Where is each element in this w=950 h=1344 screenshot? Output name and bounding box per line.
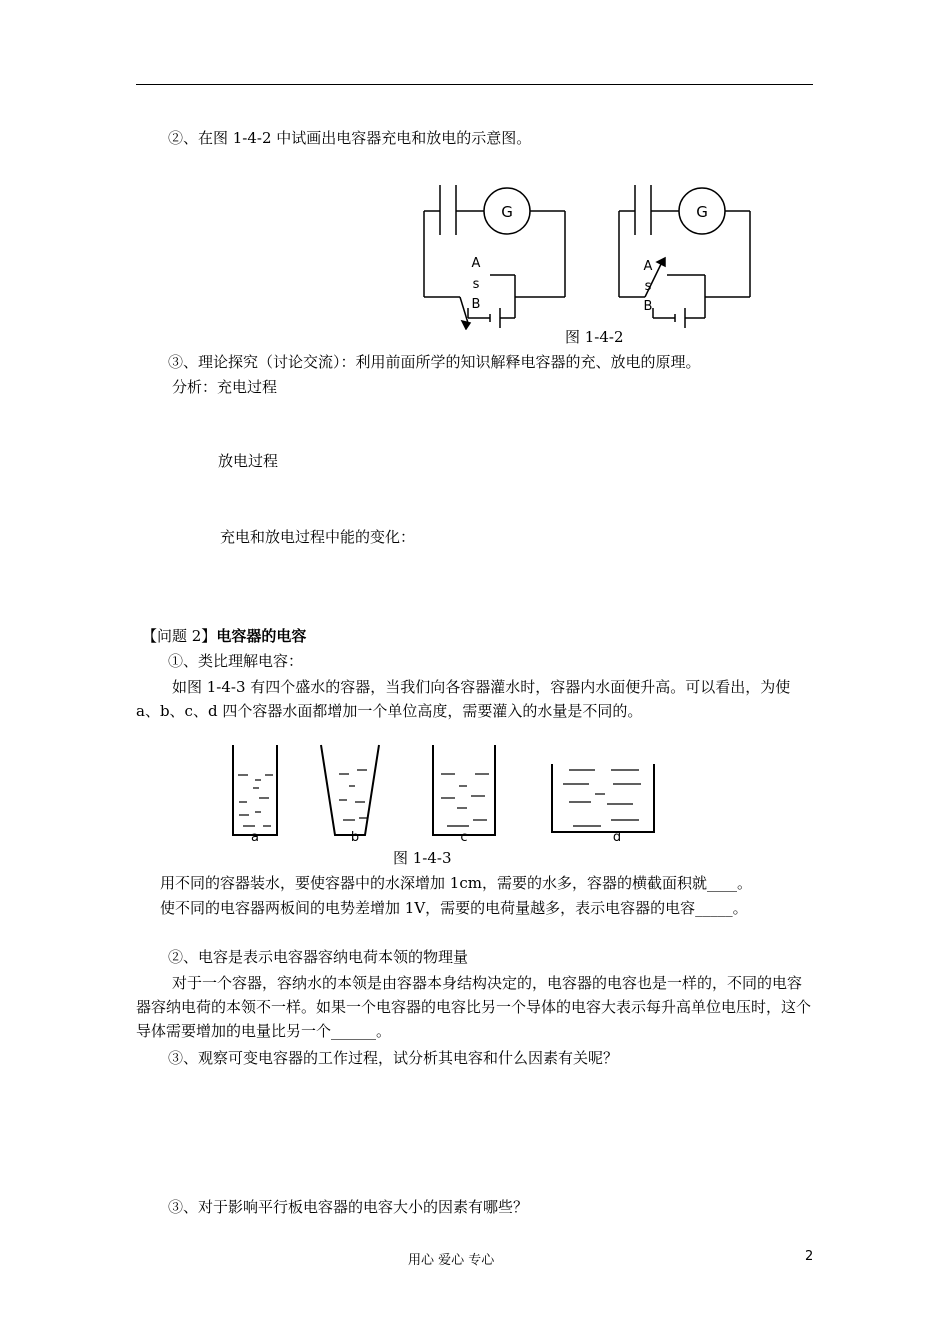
switch-blade-down <box>460 297 468 323</box>
step2-instruction: ②、在图 1-4-2 中试画出电容器充电和放电的示意图。 <box>168 129 532 147</box>
container-label-c: c <box>460 830 468 844</box>
galvanometer-label-left: G <box>501 203 513 221</box>
analogy-heading: ①、类比理解电容： <box>168 652 304 670</box>
container-label-b: b <box>350 830 360 844</box>
page-number: 2 <box>805 1249 814 1264</box>
analogy-text: 如图 1-4-3 有四个盛水的容器，当我们向各容器灌水时，容器内水面便升高。可以看出，为使 a、b、c、d 四个容器水面都增加一个单位高度，需要灌入的水量是不同的。 <box>136 678 791 720</box>
container-c <box>433 745 495 835</box>
figure-1-4-2-caption: 图 1-4-2 <box>565 328 624 346</box>
header-rule <box>136 84 813 85</box>
problem2-bracket: 【问题 2】 <box>142 627 217 645</box>
analysis-charge: 分析：充电过程 <box>172 378 278 396</box>
terminal-b-left: B <box>471 297 481 312</box>
terminal-a-left: A <box>471 256 481 271</box>
problem2-title: 电容器的电容 <box>216 627 307 645</box>
container-label-a: a <box>251 830 259 844</box>
problem2-heading <box>142 625 306 647</box>
switch-s-left: s <box>472 277 480 292</box>
capacitance-text: 对于一个容器，容纳水的本领是由容器本身结构决定的，电容器的电容也是一样的，不同的电容器容纳电荷的本领不一样。如果一个电容器的电容比另一个导体的电容大表示每升高单位电压时，这个导体需要增加的电量比另一个______。 <box>136 974 812 1040</box>
parallel-plate-question: ③、对于影响平行板电容器的电容大小的因素有哪些？ <box>168 1198 529 1216</box>
step3-theory: ③、理论探究（讨论交流）：利用前面所学的知识解释电容器的充、放电的原理。 <box>168 353 701 371</box>
footer-motto: 用心 爱心 专心 <box>408 1253 495 1268</box>
discharge-process: 放电过程 <box>218 452 279 470</box>
container-b <box>321 745 379 835</box>
switch-s-right: s <box>644 279 652 294</box>
capacitance-definition: ②、电容是表示电容器容纳电荷本领的物理量 <box>168 948 469 966</box>
container-a <box>233 745 277 835</box>
energy-change: 充电和放电过程中能的变化： <box>220 528 416 546</box>
terminal-a-right: A <box>643 259 653 274</box>
figure-1-4-3 <box>225 740 665 844</box>
terminal-b-right: B <box>643 299 653 314</box>
container-label-d: d <box>612 830 622 844</box>
fill-blank-1: 用不同的容器装水，要使容器中的水深增加 1cm，需要的水多，容器的横截面积就____。 <box>160 874 752 892</box>
fill-blank-2: 使不同的电容器两板间的电势差增加 1V，需要的电荷量越多，表示电容器的电容_____。 <box>160 899 748 917</box>
figure-1-4-3-caption: 图 1-4-3 <box>393 849 452 867</box>
figure-1-4-2 <box>410 180 780 330</box>
galvanometer-label-right: G <box>696 203 708 221</box>
variable-capacitor-question: ③、观察可变电容器的工作过程，试分析其电容和什么因素有关呢？ <box>168 1049 619 1067</box>
container-d <box>552 764 654 832</box>
